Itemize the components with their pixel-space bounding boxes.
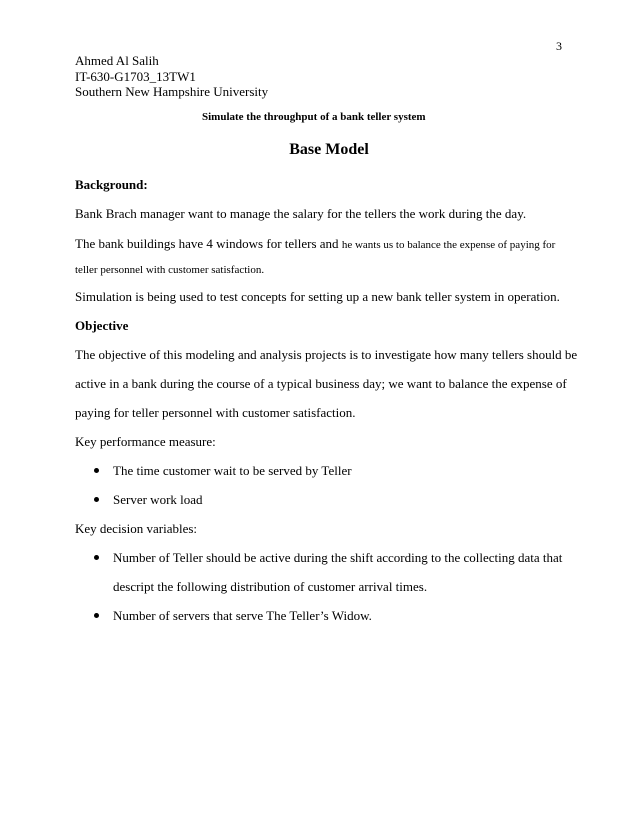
background-paragraph-2-line-2: teller personnel with customer satisfaction. xyxy=(75,264,265,276)
university-name: Southern New Hampshire University xyxy=(75,84,269,99)
background-paragraph-2-part-b: he wants us to balance the expense of paying for xyxy=(341,239,556,251)
document-subtitle: Simulate the throughput of a bank teller system xyxy=(202,111,426,123)
course-code: IT-630-G1703_13TW1 xyxy=(75,69,196,84)
objective-line-1: The objective of this modeling and analysis projects is to investigate how many tellers should be xyxy=(75,347,578,362)
key-decision-label: Key decision variables: xyxy=(75,521,198,536)
background-label: Background: xyxy=(75,177,148,192)
objective-label: Objective xyxy=(75,318,129,333)
objective-line-2: active in a bank during the course of a typical business day; we want to balance the expense of xyxy=(75,376,567,391)
kpm-item-2: Server work load xyxy=(113,492,203,507)
background-paragraph-1: Bank Brach manager want to manage the salary for the tellers the work during the day. xyxy=(75,206,527,221)
objective-line-3: paying for teller personnel with customer satisfaction. xyxy=(75,405,356,420)
background-paragraph-2-line-1 xyxy=(75,235,555,253)
kdv-item-1-line-1: Number of Teller should be active during the shift according to the collecting data that xyxy=(113,550,563,565)
background-paragraph-2-part-a: The bank buildings have 4 windows for tellers and xyxy=(75,236,342,251)
bullet-dot-icon xyxy=(94,497,99,502)
background-paragraph-3: Simulation is being used to test concepts for setting up a new bank teller system in operation. xyxy=(75,289,560,304)
section-heading: Base Model xyxy=(289,141,369,158)
kdv-item-2: Number of servers that serve The Teller’s Widow. xyxy=(113,608,372,623)
author-name: Ahmed Al Salih xyxy=(75,53,159,68)
bullet-dot-icon xyxy=(94,468,99,473)
bullet-dot-icon xyxy=(94,613,99,618)
bullet-dot-icon xyxy=(94,555,99,560)
key-performance-label: Key performance measure: xyxy=(75,434,216,449)
kdv-item-1-line-2: descript the following distribution of customer arrival times. xyxy=(113,579,428,594)
kpm-item-1: The time customer wait to be served by Teller xyxy=(113,463,352,478)
page-number: 3 xyxy=(556,39,562,53)
